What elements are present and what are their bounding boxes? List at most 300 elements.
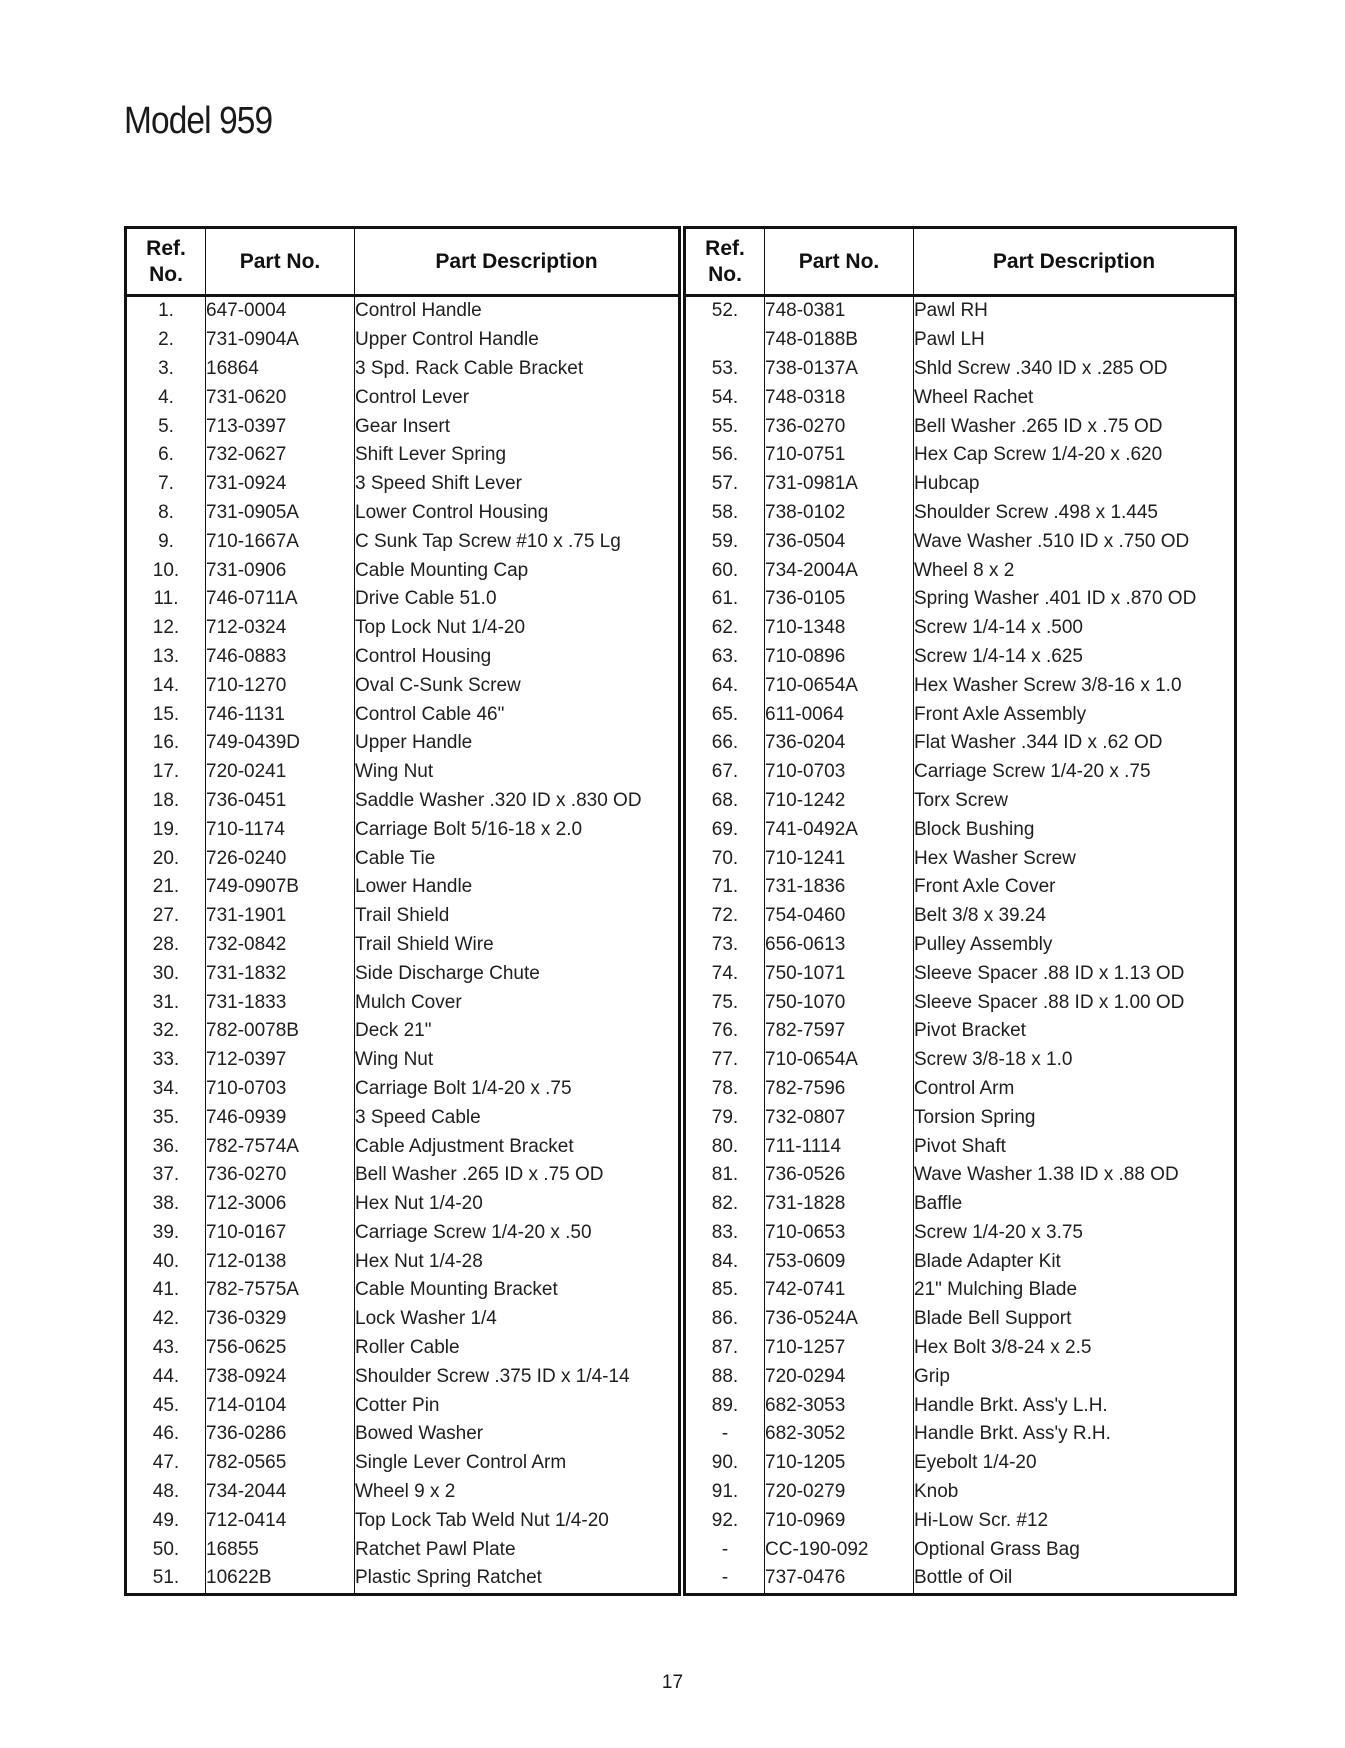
part-description: Control Lever (355, 386, 470, 408)
part-number: 720-0294 (765, 1362, 914, 1391)
part-number: 710-0654A (765, 671, 914, 700)
table-row (685, 527, 1236, 556)
table-row (685, 1362, 1236, 1391)
table-row (685, 787, 1236, 816)
table-row (126, 412, 680, 441)
part-number: 750-1070 (765, 988, 914, 1017)
table-row (126, 1478, 680, 1507)
part-description: Gear Insert (355, 415, 451, 437)
table-row (685, 1103, 1236, 1132)
part-number: 746-0883 (206, 643, 355, 672)
ref-number: 47. (126, 1449, 206, 1478)
part-description: Blade Adapter Kit (914, 1250, 1061, 1272)
ref-number: 83. (685, 1219, 765, 1248)
part-description: C Sunk Tap Screw #10 x .75 Lg (355, 530, 621, 552)
table-row (126, 556, 680, 585)
part-description: Handle Brkt. Ass'y R.H. (914, 1423, 1111, 1445)
header-row (126, 228, 680, 296)
part-number: 682-3053 (765, 1391, 914, 1420)
ref-number: 55. (685, 412, 765, 441)
part-number: 756-0625 (206, 1334, 355, 1363)
part-number: 710-1667A (206, 527, 355, 556)
part-description: Handle Brkt. Ass'y L.H. (914, 1394, 1108, 1416)
table-row (685, 931, 1236, 960)
ref-number: 36. (126, 1132, 206, 1161)
part-description: Top Lock Tab Weld Nut 1/4-20 (355, 1509, 609, 1531)
table-row (126, 326, 680, 355)
part-description: Flat Washer .344 ID x .62 OD (914, 732, 1163, 754)
part-description: Shld Screw .340 ID x .285 OD (914, 357, 1168, 379)
ref-number: 64. (685, 671, 765, 700)
part-number: 710-0703 (765, 758, 914, 787)
part-description: Wheel Rachet (914, 386, 1034, 408)
part-description: Hex Washer Screw 3/8-16 x 1.0 (914, 674, 1182, 696)
ref-number: 75. (685, 988, 765, 1017)
ref-number: 17. (126, 758, 206, 787)
part-description: Lower Handle (355, 876, 473, 898)
part-description: Sleeve Spacer .88 ID x 1.13 OD (914, 962, 1185, 984)
header-part-description: Part Description (914, 228, 1236, 296)
page-number: 17 (661, 1672, 684, 1693)
table-row (126, 1305, 680, 1334)
part-description: Wheel 9 x 2 (355, 1481, 456, 1503)
table-row (126, 355, 680, 384)
part-description: Ratchet Pawl Plate (355, 1538, 516, 1560)
part-description: Hex Washer Screw (914, 847, 1076, 869)
table-row (685, 1449, 1236, 1478)
part-description: Eyebolt 1/4-20 (914, 1452, 1037, 1474)
table-row (685, 1276, 1236, 1305)
ref-number: 2. (126, 326, 206, 355)
part-number: 782-7596 (765, 1075, 914, 1104)
part-number: 748-0318 (765, 383, 914, 412)
part-description: Trail Shield (355, 905, 450, 927)
part-number: 710-1270 (206, 671, 355, 700)
part-description: Mulch Cover (355, 991, 462, 1013)
part-description: Wave Washer .510 ID x .750 OD (914, 530, 1190, 552)
part-number: 731-1901 (206, 902, 355, 931)
ref-number: 68. (685, 787, 765, 816)
ref-number: 18. (126, 787, 206, 816)
part-description: Roller Cable (355, 1337, 460, 1359)
ref-number: 72. (685, 902, 765, 931)
ref-number: 65. (685, 700, 765, 729)
part-description: Shoulder Screw .375 ID x 1/4-14 (355, 1365, 630, 1387)
part-number: 746-0939 (206, 1103, 355, 1132)
table-row (126, 1564, 680, 1594)
part-number: 710-0654A (765, 1046, 914, 1075)
ref-number (685, 326, 765, 355)
table-row (685, 614, 1236, 643)
table-row (685, 1161, 1236, 1190)
ref-number: 37. (126, 1161, 206, 1190)
part-number: 734-2044 (206, 1478, 355, 1507)
ref-number: 57. (685, 470, 765, 499)
part-number: 782-7597 (765, 1017, 914, 1046)
part-description: Pulley Assembly (914, 933, 1053, 955)
part-number: 754-0460 (765, 902, 914, 931)
part-description: Carriage Bolt 1/4-20 x .75 (355, 1077, 572, 1099)
ref-number: 9. (126, 527, 206, 556)
ref-number: 58. (685, 499, 765, 528)
table-row (126, 499, 680, 528)
part-number: 731-0905A (206, 499, 355, 528)
header-part-description: Part Description (355, 228, 680, 296)
part-description: Control Cable 46" (355, 703, 505, 725)
part-description: Front Axle Assembly (914, 703, 1087, 725)
ref-number: - (685, 1564, 765, 1594)
part-number: 710-1348 (765, 614, 914, 643)
part-description: Pivot Shaft (914, 1135, 1006, 1157)
ref-number: 42. (126, 1305, 206, 1334)
ref-number: 69. (685, 815, 765, 844)
part-number: 732-0627 (206, 441, 355, 470)
part-number: 750-1071 (765, 959, 914, 988)
table-row (126, 1506, 680, 1535)
part-number: 738-0102 (765, 499, 914, 528)
table-row (685, 326, 1236, 355)
part-description: Screw 1/4-14 x .625 (914, 645, 1083, 667)
parts-list-right (685, 296, 1236, 1595)
part-number: 731-1828 (765, 1190, 914, 1219)
ref-number: 49. (126, 1506, 206, 1535)
table-row (685, 1190, 1236, 1219)
part-number: 713-0397 (206, 412, 355, 441)
part-number: 710-1205 (765, 1449, 914, 1478)
table-row (685, 1247, 1236, 1276)
part-description: Front Axle Cover (914, 876, 1056, 898)
part-description: 3 Speed Cable (355, 1106, 481, 1128)
ref-number: 86. (685, 1305, 765, 1334)
part-description: Torsion Spring (914, 1106, 1036, 1128)
part-number: 682-3052 (765, 1420, 914, 1449)
ref-number: 73. (685, 931, 765, 960)
table-row (126, 931, 680, 960)
part-number: 782-7574A (206, 1132, 355, 1161)
table-row (126, 1075, 680, 1104)
ref-number: 3. (126, 355, 206, 384)
ref-number: 46. (126, 1420, 206, 1449)
part-number: 736-0526 (765, 1161, 914, 1190)
part-description: Wave Washer 1.38 ID x .88 OD (914, 1164, 1179, 1186)
table-row (685, 296, 1236, 326)
ref-number: 51. (126, 1564, 206, 1594)
table-row (126, 1103, 680, 1132)
part-number: 16864 (206, 355, 355, 384)
part-number: 647-0004 (206, 296, 355, 326)
table-row (126, 614, 680, 643)
table-row (685, 1478, 1236, 1507)
part-description: Spring Washer .401 ID x .870 OD (914, 588, 1197, 610)
ref-number: 89. (685, 1391, 765, 1420)
part-number: 710-0969 (765, 1506, 914, 1535)
part-description: Shift Lever Spring (355, 444, 507, 466)
ref-number: 44. (126, 1362, 206, 1391)
ref-number: 61. (685, 585, 765, 614)
part-number: 611-0064 (765, 700, 914, 729)
table-row (126, 441, 680, 470)
part-number: 710-0896 (765, 643, 914, 672)
part-description: Lower Control Housing (355, 501, 549, 523)
table-row (685, 1564, 1236, 1594)
part-description: Block Bushing (914, 818, 1035, 840)
part-description: Torx Screw (914, 789, 1008, 811)
table-row (685, 1535, 1236, 1564)
part-number: 16855 (206, 1535, 355, 1564)
part-number: 712-0138 (206, 1247, 355, 1276)
part-description: Cotter Pin (355, 1394, 440, 1416)
table-row (126, 787, 680, 816)
part-description: Hex Nut 1/4-28 (355, 1250, 483, 1272)
part-number: 749-0439D (206, 729, 355, 758)
part-description: Wing Nut (355, 761, 434, 783)
table-row (685, 643, 1236, 672)
ref-number: 27. (126, 902, 206, 931)
parts-table-right (683, 226, 1237, 1596)
part-number: 720-0241 (206, 758, 355, 787)
ref-number: 71. (685, 873, 765, 902)
header-ref-no: Ref. No. (126, 228, 206, 296)
part-description: 3 Speed Shift Lever (355, 473, 522, 495)
part-number: 710-1242 (765, 787, 914, 816)
part-number: 736-0451 (206, 787, 355, 816)
table-row (126, 585, 680, 614)
ref-number: - (685, 1535, 765, 1564)
table-row (685, 1506, 1236, 1535)
part-description: Cable Mounting Bracket (355, 1279, 558, 1301)
table-row (685, 1334, 1236, 1363)
part-description: Screw 1/4-14 x .500 (914, 617, 1083, 639)
part-number: 731-0924 (206, 470, 355, 499)
table-row (685, 700, 1236, 729)
part-number: 712-0414 (206, 1506, 355, 1535)
part-number: 738-0924 (206, 1362, 355, 1391)
part-number: 710-0653 (765, 1219, 914, 1248)
ref-number: 32. (126, 1017, 206, 1046)
part-description: Wheel 8 x 2 (914, 559, 1015, 581)
table-row (126, 383, 680, 412)
table-row (126, 988, 680, 1017)
ref-number: 15. (126, 700, 206, 729)
table-row (126, 844, 680, 873)
part-number: 731-1833 (206, 988, 355, 1017)
part-number: 731-0906 (206, 556, 355, 585)
part-number: 736-0204 (765, 729, 914, 758)
part-description: Pivot Bracket (914, 1020, 1026, 1042)
ref-number: 16. (126, 729, 206, 758)
ref-number: 14. (126, 671, 206, 700)
table-row (685, 441, 1236, 470)
part-description: Carriage Screw 1/4-20 x .50 (355, 1221, 592, 1243)
table-row (126, 873, 680, 902)
part-number: 10622B (206, 1564, 355, 1594)
part-number: 731-0620 (206, 383, 355, 412)
part-number: 710-0167 (206, 1219, 355, 1248)
part-description: Baffle (914, 1193, 963, 1215)
table-row (685, 1305, 1236, 1334)
part-number: 712-3006 (206, 1190, 355, 1219)
part-description: Bottle of Oil (914, 1567, 1013, 1589)
table-row (685, 729, 1236, 758)
part-description: Blade Bell Support (914, 1308, 1072, 1330)
part-description: Sleeve Spacer .88 ID x 1.00 OD (914, 991, 1185, 1013)
table-row (685, 988, 1236, 1017)
part-description: Hex Bolt 3/8-24 x 2.5 (914, 1337, 1092, 1359)
ref-number: 4. (126, 383, 206, 412)
part-number: 736-0504 (765, 527, 914, 556)
part-description: Shoulder Screw .498 x 1.445 (914, 501, 1158, 523)
part-number: 742-0741 (765, 1276, 914, 1305)
table-row (126, 700, 680, 729)
part-description: Screw 3/8-18 x 1.0 (914, 1049, 1073, 1071)
ref-number: 41. (126, 1276, 206, 1305)
ref-number: 21. (126, 873, 206, 902)
part-description: Pawl LH (914, 329, 985, 351)
table-row (685, 844, 1236, 873)
ref-number: 30. (126, 959, 206, 988)
table-row (685, 815, 1236, 844)
table-row (126, 902, 680, 931)
part-description: 21" Mulching Blade (914, 1279, 1078, 1301)
table-row (126, 1219, 680, 1248)
ref-number: 52. (685, 296, 765, 326)
table-row (685, 499, 1236, 528)
part-number: 736-0286 (206, 1420, 355, 1449)
part-number: 736-0270 (765, 412, 914, 441)
part-number: 736-0524A (765, 1305, 914, 1334)
table-row (685, 355, 1236, 384)
ref-number: 5. (126, 412, 206, 441)
ref-number: 62. (685, 614, 765, 643)
ref-number: 84. (685, 1247, 765, 1276)
ref-number: 66. (685, 729, 765, 758)
ref-number: 1. (126, 296, 206, 326)
table-row (126, 1535, 680, 1564)
part-description: Screw 1/4-20 x 3.75 (914, 1221, 1083, 1243)
part-number: 782-0078B (206, 1017, 355, 1046)
part-description: Drive Cable 51.0 (355, 588, 497, 610)
part-number: 736-0105 (765, 585, 914, 614)
table-row (685, 873, 1236, 902)
ref-number: - (685, 1420, 765, 1449)
ref-number: 48. (126, 1478, 206, 1507)
ref-number: 7. (126, 470, 206, 499)
part-number: 741-0492A (765, 815, 914, 844)
table-row (685, 412, 1236, 441)
part-description: Single Lever Control Arm (355, 1452, 567, 1474)
table-row (685, 1219, 1236, 1248)
table-row (126, 1046, 680, 1075)
table-row (685, 1046, 1236, 1075)
ref-number: 91. (685, 1478, 765, 1507)
part-number: 720-0279 (765, 1478, 914, 1507)
table-row (126, 1334, 680, 1363)
table-row (685, 1017, 1236, 1046)
table-row (126, 671, 680, 700)
part-number: 711-1114 (765, 1132, 914, 1161)
part-number: 732-0842 (206, 931, 355, 960)
ref-number: 54. (685, 383, 765, 412)
part-number: 746-1131 (206, 700, 355, 729)
part-description: Cable Mounting Cap (355, 559, 529, 581)
ref-number: 81. (685, 1161, 765, 1190)
part-number: 748-0188B (765, 326, 914, 355)
part-number: 731-1832 (206, 959, 355, 988)
part-number: CC-190-092 (765, 1535, 914, 1564)
part-description: Control Arm (914, 1077, 1015, 1099)
table-row (126, 1449, 680, 1478)
ref-number: 43. (126, 1334, 206, 1363)
parts-list-left (126, 296, 680, 1595)
table-row (685, 758, 1236, 787)
ref-number: 53. (685, 355, 765, 384)
ref-number: 13. (126, 643, 206, 672)
part-description: Plastic Spring Ratchet (355, 1567, 542, 1589)
ref-number: 8. (126, 499, 206, 528)
table-row (126, 470, 680, 499)
table-row (126, 758, 680, 787)
part-description: Carriage Screw 1/4-20 x .75 (914, 761, 1151, 783)
ref-number: 80. (685, 1132, 765, 1161)
ref-number: 6. (126, 441, 206, 470)
part-number: 710-0751 (765, 441, 914, 470)
part-number: 712-0397 (206, 1046, 355, 1075)
table-row (126, 1420, 680, 1449)
part-number: 782-0565 (206, 1449, 355, 1478)
parts-table-left (124, 226, 681, 1596)
part-description: Carriage Bolt 5/16-18 x 2.0 (355, 818, 583, 840)
table-row (126, 296, 680, 326)
part-number: 712-0324 (206, 614, 355, 643)
table-row (126, 1190, 680, 1219)
part-description: Side Discharge Chute (355, 962, 540, 984)
table-row (685, 671, 1236, 700)
table-row (126, 1017, 680, 1046)
part-number: 710-1241 (765, 844, 914, 873)
table-row (685, 1420, 1236, 1449)
ref-number: 67. (685, 758, 765, 787)
table-row (126, 1362, 680, 1391)
table-row (685, 1132, 1236, 1161)
table-row (126, 729, 680, 758)
part-description: Pawl RH (914, 300, 988, 322)
part-description: Knob (914, 1481, 959, 1503)
part-description: Oval C-Sunk Screw (355, 674, 521, 696)
ref-number: 40. (126, 1247, 206, 1276)
part-description: Control Handle (355, 300, 482, 322)
table-row (685, 1075, 1236, 1104)
table-row (685, 585, 1236, 614)
ref-number: 45. (126, 1391, 206, 1420)
header-part-no: Part No. (765, 228, 914, 296)
ref-number: 77. (685, 1046, 765, 1075)
ref-number: 92. (685, 1506, 765, 1535)
page-title: Model 959 (124, 100, 273, 142)
part-description: Belt 3/8 x 39.24 (914, 905, 1047, 927)
part-description: 3 Spd. Rack Cable Bracket (355, 357, 584, 379)
ref-number: 76. (685, 1017, 765, 1046)
ref-number: 39. (126, 1219, 206, 1248)
ref-number: 31. (126, 988, 206, 1017)
header-row (685, 228, 1236, 296)
part-number: 782-7575A (206, 1276, 355, 1305)
part-description: Hubcap (914, 473, 980, 495)
table-row (126, 527, 680, 556)
part-number: 731-0981A (765, 470, 914, 499)
table-row (685, 1391, 1236, 1420)
table-row (685, 959, 1236, 988)
ref-number: 11. (126, 585, 206, 614)
